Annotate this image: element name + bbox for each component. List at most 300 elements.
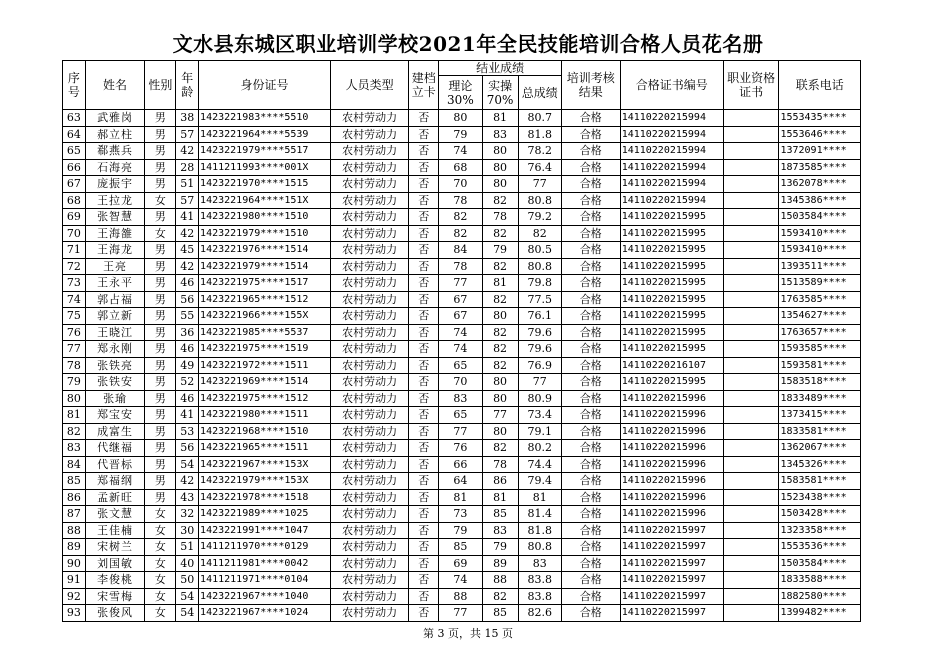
cell-name: 武雅岗 xyxy=(85,110,145,127)
table-row xyxy=(63,126,861,143)
cell-theory: 66 xyxy=(439,456,482,473)
cell-phone: 1345386**** xyxy=(779,192,861,209)
cell-age: 40 xyxy=(176,555,199,572)
cell-practice: 83 xyxy=(482,522,518,539)
cell-practice: 79 xyxy=(482,242,518,259)
cell-practice: 79 xyxy=(482,539,518,556)
cell-phone: 1323358**** xyxy=(779,522,861,539)
cell-archive: 否 xyxy=(409,506,439,523)
cell-total: 79.6 xyxy=(518,324,561,341)
cell-cert: 14110220215997 xyxy=(620,555,723,572)
cell-phone: 1373415**** xyxy=(779,407,861,424)
cell-result: 合格 xyxy=(561,357,620,374)
cell-id: 1411211971****0104 xyxy=(199,572,331,589)
cell-theory: 79 xyxy=(439,522,482,539)
cell-cert: 14110220215994 xyxy=(620,176,723,193)
header-name: 姓名 xyxy=(85,61,145,110)
cell-cert: 14110220215994 xyxy=(620,126,723,143)
cell-cert: 14110220215995 xyxy=(620,258,723,275)
cell-archive: 否 xyxy=(409,110,439,127)
cell-phone: 1523438**** xyxy=(779,489,861,506)
table-row xyxy=(63,539,861,556)
cell-name: 张俊风 xyxy=(85,605,145,622)
cell-total: 81.8 xyxy=(518,126,561,143)
cell-theory: 74 xyxy=(439,572,482,589)
cell-type: 农村劳动力 xyxy=(331,572,409,589)
cell-id: 1423221965****1512 xyxy=(199,291,331,308)
cell-theory: 76 xyxy=(439,440,482,457)
cell-id: 1411211993****001X xyxy=(199,159,331,176)
cell-seq: 68 xyxy=(63,192,86,209)
cell-phone: 1583581**** xyxy=(779,473,861,490)
cell-qual xyxy=(723,555,779,572)
cell-total: 74.4 xyxy=(518,456,561,473)
cell-seq: 70 xyxy=(63,225,86,242)
cell-name: 郑宝安 xyxy=(85,407,145,424)
table-row xyxy=(63,225,861,242)
cell-qual xyxy=(723,390,779,407)
cell-gender: 女 xyxy=(145,506,176,523)
cell-age: 54 xyxy=(176,605,199,622)
table-row xyxy=(63,605,861,622)
cell-qual xyxy=(723,242,779,259)
cell-type: 农村劳动力 xyxy=(331,225,409,242)
cell-result: 合格 xyxy=(561,275,620,292)
cell-archive: 否 xyxy=(409,291,439,308)
cell-result: 合格 xyxy=(561,308,620,325)
cell-result: 合格 xyxy=(561,159,620,176)
header-qual: 职业资格证书 xyxy=(723,61,779,110)
cell-theory: 68 xyxy=(439,159,482,176)
cell-qual xyxy=(723,341,779,358)
cell-cert: 14110220215996 xyxy=(620,423,723,440)
cell-theory: 65 xyxy=(439,357,482,374)
cell-theory: 70 xyxy=(439,374,482,391)
cell-cert: 14110220215996 xyxy=(620,407,723,424)
cell-phone: 1593410**** xyxy=(779,242,861,259)
table-body xyxy=(63,110,861,622)
cell-cert: 14110220215995 xyxy=(620,242,723,259)
cell-result: 合格 xyxy=(561,242,620,259)
cell-gender: 男 xyxy=(145,291,176,308)
table-row xyxy=(63,506,861,523)
cell-type: 农村劳动力 xyxy=(331,522,409,539)
cell-age: 54 xyxy=(176,456,199,473)
cell-qual xyxy=(723,522,779,539)
table-row xyxy=(63,159,861,176)
cell-phone: 1503584**** xyxy=(779,209,861,226)
cell-cert: 14110220216107 xyxy=(620,357,723,374)
cell-result: 合格 xyxy=(561,605,620,622)
cell-seq: 76 xyxy=(63,324,86,341)
table-row xyxy=(63,555,861,572)
cell-seq: 66 xyxy=(63,159,86,176)
cell-theory: 77 xyxy=(439,423,482,440)
cell-qual xyxy=(723,258,779,275)
header-age: 年龄 xyxy=(176,61,199,110)
table-row xyxy=(63,588,861,605)
cell-result: 合格 xyxy=(561,291,620,308)
cell-archive: 否 xyxy=(409,456,439,473)
cell-age: 42 xyxy=(176,225,199,242)
cell-type: 农村劳动力 xyxy=(331,126,409,143)
cell-total: 80.8 xyxy=(518,258,561,275)
cell-archive: 否 xyxy=(409,407,439,424)
cell-phone: 1763657**** xyxy=(779,324,861,341)
cell-type: 农村劳动力 xyxy=(331,159,409,176)
cell-type: 农村劳动力 xyxy=(331,324,409,341)
cell-result: 合格 xyxy=(561,390,620,407)
cell-practice: 82 xyxy=(482,192,518,209)
table-row xyxy=(63,275,861,292)
cell-phone: 1873585**** xyxy=(779,159,861,176)
cell-theory: 77 xyxy=(439,275,482,292)
cell-name: 王永平 xyxy=(85,275,145,292)
cell-total: 83.8 xyxy=(518,572,561,589)
cell-qual xyxy=(723,572,779,589)
cell-theory: 82 xyxy=(439,225,482,242)
table-row xyxy=(63,374,861,391)
cell-practice: 88 xyxy=(482,572,518,589)
cell-qual xyxy=(723,143,779,160)
cell-cert: 14110220215997 xyxy=(620,588,723,605)
cell-total: 76.1 xyxy=(518,308,561,325)
cell-qual xyxy=(723,110,779,127)
cell-archive: 否 xyxy=(409,324,439,341)
cell-type: 农村劳动力 xyxy=(331,506,409,523)
cell-practice: 77 xyxy=(482,407,518,424)
cell-total: 83.8 xyxy=(518,588,561,605)
cell-id: 1423221970****1515 xyxy=(199,176,331,193)
cell-name: 王海雒 xyxy=(85,225,145,242)
cell-type: 农村劳动力 xyxy=(331,308,409,325)
cell-gender: 女 xyxy=(145,605,176,622)
cell-total: 79.8 xyxy=(518,275,561,292)
cell-result: 合格 xyxy=(561,374,620,391)
cell-name: 张铁安 xyxy=(85,374,145,391)
cell-archive: 否 xyxy=(409,374,439,391)
cell-age: 49 xyxy=(176,357,199,374)
cell-archive: 否 xyxy=(409,489,439,506)
table-row xyxy=(63,390,861,407)
cell-cert: 14110220215996 xyxy=(620,506,723,523)
cell-id: 1423221965****1511 xyxy=(199,440,331,457)
cell-seq: 92 xyxy=(63,588,86,605)
cell-type: 农村劳动力 xyxy=(331,588,409,605)
cell-practice: 81 xyxy=(482,275,518,292)
cell-cert: 14110220215995 xyxy=(620,324,723,341)
cell-practice: 82 xyxy=(482,291,518,308)
cell-seq: 63 xyxy=(63,110,86,127)
cell-archive: 否 xyxy=(409,390,439,407)
cell-result: 合格 xyxy=(561,110,620,127)
table-row xyxy=(63,341,861,358)
cell-phone: 1553536**** xyxy=(779,539,861,556)
cell-cert: 14110220215997 xyxy=(620,572,723,589)
cell-cert: 14110220215995 xyxy=(620,275,723,292)
cell-result: 合格 xyxy=(561,572,620,589)
table-row xyxy=(63,258,861,275)
cell-age: 50 xyxy=(176,572,199,589)
cell-total: 79.1 xyxy=(518,423,561,440)
cell-result: 合格 xyxy=(561,539,620,556)
cell-practice: 83 xyxy=(482,126,518,143)
cell-cert: 14110220215996 xyxy=(620,473,723,490)
cell-name: 张文慧 xyxy=(85,506,145,523)
cell-qual xyxy=(723,308,779,325)
cell-type: 农村劳动力 xyxy=(331,291,409,308)
cell-type: 农村劳动力 xyxy=(331,242,409,259)
cell-type: 农村劳动力 xyxy=(331,539,409,556)
cell-type: 农村劳动力 xyxy=(331,456,409,473)
cell-qual xyxy=(723,473,779,490)
cell-phone: 1553646**** xyxy=(779,126,861,143)
cell-gender: 男 xyxy=(145,456,176,473)
cell-total: 79.6 xyxy=(518,341,561,358)
cell-archive: 否 xyxy=(409,473,439,490)
cell-practice: 80 xyxy=(482,176,518,193)
cell-name: 郑福纲 xyxy=(85,473,145,490)
cell-result: 合格 xyxy=(561,423,620,440)
cell-theory: 67 xyxy=(439,291,482,308)
cell-id: 1423221968****1510 xyxy=(199,423,331,440)
cell-gender: 男 xyxy=(145,407,176,424)
cell-seq: 83 xyxy=(63,440,86,457)
cell-theory: 74 xyxy=(439,143,482,160)
cell-age: 46 xyxy=(176,390,199,407)
table-row xyxy=(63,423,861,440)
cell-name: 郗燕兵 xyxy=(85,143,145,160)
cell-total: 80.7 xyxy=(518,110,561,127)
cell-phone: 1393511**** xyxy=(779,258,861,275)
cell-practice: 82 xyxy=(482,588,518,605)
cell-gender: 男 xyxy=(145,423,176,440)
cell-result: 合格 xyxy=(561,489,620,506)
cell-id: 1423221979****1514 xyxy=(199,258,331,275)
cell-gender: 男 xyxy=(145,275,176,292)
cell-cert: 14110220215994 xyxy=(620,192,723,209)
cell-result: 合格 xyxy=(561,324,620,341)
cell-gender: 男 xyxy=(145,258,176,275)
cell-qual xyxy=(723,374,779,391)
cell-archive: 否 xyxy=(409,143,439,160)
cell-total: 80.8 xyxy=(518,539,561,556)
cell-total: 73.4 xyxy=(518,407,561,424)
cell-practice: 85 xyxy=(482,605,518,622)
cell-result: 合格 xyxy=(561,440,620,457)
cell-practice: 80 xyxy=(482,423,518,440)
header-archive: 建档立卡 xyxy=(409,61,439,110)
cell-theory: 88 xyxy=(439,588,482,605)
document-title: 文水县东城区职业培训学校2021年全民技能培训合格人员花名册 xyxy=(172,32,764,56)
cell-type: 农村劳动力 xyxy=(331,374,409,391)
cell-gender: 男 xyxy=(145,390,176,407)
cell-qual xyxy=(723,539,779,556)
cell-type: 农村劳动力 xyxy=(331,390,409,407)
table-row xyxy=(63,473,861,490)
cell-age: 28 xyxy=(176,159,199,176)
cell-theory: 84 xyxy=(439,242,482,259)
cell-id: 1423221967****153X xyxy=(199,456,331,473)
cell-cert: 14110220215996 xyxy=(620,390,723,407)
cell-id: 1423221989****1025 xyxy=(199,506,331,523)
cell-total: 81 xyxy=(518,489,561,506)
cell-cert: 14110220215995 xyxy=(620,308,723,325)
cell-seq: 77 xyxy=(63,341,86,358)
cell-age: 55 xyxy=(176,308,199,325)
cell-name: 刘国敏 xyxy=(85,555,145,572)
cell-total: 78.2 xyxy=(518,143,561,160)
cell-qual xyxy=(723,192,779,209)
cell-gender: 男 xyxy=(145,209,176,226)
cell-qual xyxy=(723,489,779,506)
cell-type: 农村劳动力 xyxy=(331,423,409,440)
cell-qual xyxy=(723,159,779,176)
cell-archive: 否 xyxy=(409,588,439,605)
cell-archive: 否 xyxy=(409,192,439,209)
table-row xyxy=(63,407,861,424)
cell-gender: 男 xyxy=(145,324,176,341)
cell-id: 1423221979****5517 xyxy=(199,143,331,160)
cell-result: 合格 xyxy=(561,522,620,539)
table-row xyxy=(63,456,861,473)
cell-cert: 14110220215996 xyxy=(620,440,723,457)
cell-seq: 82 xyxy=(63,423,86,440)
cell-seq: 73 xyxy=(63,275,86,292)
cell-total: 81.8 xyxy=(518,522,561,539)
cell-phone: 1362078**** xyxy=(779,176,861,193)
cell-qual xyxy=(723,176,779,193)
cell-age: 32 xyxy=(176,506,199,523)
cell-phone: 1503584**** xyxy=(779,555,861,572)
cell-type: 农村劳动力 xyxy=(331,473,409,490)
cell-age: 41 xyxy=(176,407,199,424)
cell-archive: 否 xyxy=(409,225,439,242)
cell-age: 57 xyxy=(176,126,199,143)
cell-qual xyxy=(723,456,779,473)
cell-type: 农村劳动力 xyxy=(331,110,409,127)
cell-theory: 78 xyxy=(439,258,482,275)
cell-practice: 78 xyxy=(482,209,518,226)
table-row xyxy=(63,489,861,506)
cell-phone: 1583518**** xyxy=(779,374,861,391)
cell-age: 46 xyxy=(176,341,199,358)
cell-name: 李俊桃 xyxy=(85,572,145,589)
cell-name: 王佳楠 xyxy=(85,522,145,539)
cell-theory: 78 xyxy=(439,192,482,209)
cell-seq: 85 xyxy=(63,473,86,490)
cell-qual xyxy=(723,291,779,308)
cell-result: 合格 xyxy=(561,126,620,143)
cell-theory: 80 xyxy=(439,110,482,127)
cell-cert: 14110220215997 xyxy=(620,539,723,556)
cell-gender: 男 xyxy=(145,308,176,325)
cell-qual xyxy=(723,605,779,622)
cell-archive: 否 xyxy=(409,126,439,143)
cell-practice: 80 xyxy=(482,159,518,176)
cell-total: 77 xyxy=(518,374,561,391)
cell-type: 农村劳动力 xyxy=(331,176,409,193)
cell-phone: 1593410**** xyxy=(779,225,861,242)
cell-age: 51 xyxy=(176,539,199,556)
cell-gender: 男 xyxy=(145,143,176,160)
cell-gender: 男 xyxy=(145,473,176,490)
cell-id: 1423221980****1511 xyxy=(199,407,331,424)
cell-age: 36 xyxy=(176,324,199,341)
cell-archive: 否 xyxy=(409,176,439,193)
cell-name: 郝立柱 xyxy=(85,126,145,143)
cell-result: 合格 xyxy=(561,176,620,193)
cell-practice: 86 xyxy=(482,473,518,490)
cell-name: 王海龙 xyxy=(85,242,145,259)
cell-gender: 男 xyxy=(145,489,176,506)
cell-archive: 否 xyxy=(409,555,439,572)
cell-cert: 14110220215994 xyxy=(620,159,723,176)
cell-qual xyxy=(723,225,779,242)
cell-archive: 否 xyxy=(409,242,439,259)
cell-archive: 否 xyxy=(409,341,439,358)
cell-seq: 67 xyxy=(63,176,86,193)
cell-archive: 否 xyxy=(409,572,439,589)
cell-age: 41 xyxy=(176,209,199,226)
cell-qual xyxy=(723,423,779,440)
cell-name: 代继福 xyxy=(85,440,145,457)
cell-phone: 1354627**** xyxy=(779,308,861,325)
cell-gender: 男 xyxy=(145,440,176,457)
cell-age: 42 xyxy=(176,473,199,490)
cell-cert: 14110220215995 xyxy=(620,374,723,391)
cell-seq: 79 xyxy=(63,374,86,391)
cell-phone: 1362067**** xyxy=(779,440,861,457)
cell-practice: 82 xyxy=(482,225,518,242)
cell-theory: 82 xyxy=(439,209,482,226)
cell-cert: 14110220215996 xyxy=(620,489,723,506)
cell-cert: 14110220215995 xyxy=(620,225,723,242)
cell-age: 57 xyxy=(176,192,199,209)
cell-type: 农村劳动力 xyxy=(331,440,409,457)
cell-gender: 女 xyxy=(145,522,176,539)
cell-cert: 14110220215997 xyxy=(620,605,723,622)
cell-theory: 73 xyxy=(439,506,482,523)
cell-age: 52 xyxy=(176,374,199,391)
cell-total: 82.6 xyxy=(518,605,561,622)
cell-practice: 89 xyxy=(482,555,518,572)
cell-name: 石海亮 xyxy=(85,159,145,176)
cell-name: 王晓江 xyxy=(85,324,145,341)
cell-phone: 1345326**** xyxy=(779,456,861,473)
cell-result: 合格 xyxy=(561,209,620,226)
cell-id: 1423221975****1519 xyxy=(199,341,331,358)
cell-name: 郭占福 xyxy=(85,291,145,308)
cell-archive: 否 xyxy=(409,605,439,622)
cell-qual xyxy=(723,407,779,424)
header-cert: 合格证书编号 xyxy=(620,61,723,110)
cell-name: 郑永刚 xyxy=(85,341,145,358)
table-row xyxy=(63,192,861,209)
cell-gender: 女 xyxy=(145,539,176,556)
cell-total: 82 xyxy=(518,225,561,242)
cell-result: 合格 xyxy=(561,456,620,473)
cell-phone: 1882580**** xyxy=(779,588,861,605)
cell-practice: 85 xyxy=(482,506,518,523)
cell-gender: 女 xyxy=(145,588,176,605)
header-total: 总成绩 xyxy=(518,76,561,110)
cell-total: 79.4 xyxy=(518,473,561,490)
cell-phone: 1833588**** xyxy=(779,572,861,589)
cell-cert: 14110220215995 xyxy=(620,341,723,358)
cell-total: 76.4 xyxy=(518,159,561,176)
cell-qual xyxy=(723,588,779,605)
